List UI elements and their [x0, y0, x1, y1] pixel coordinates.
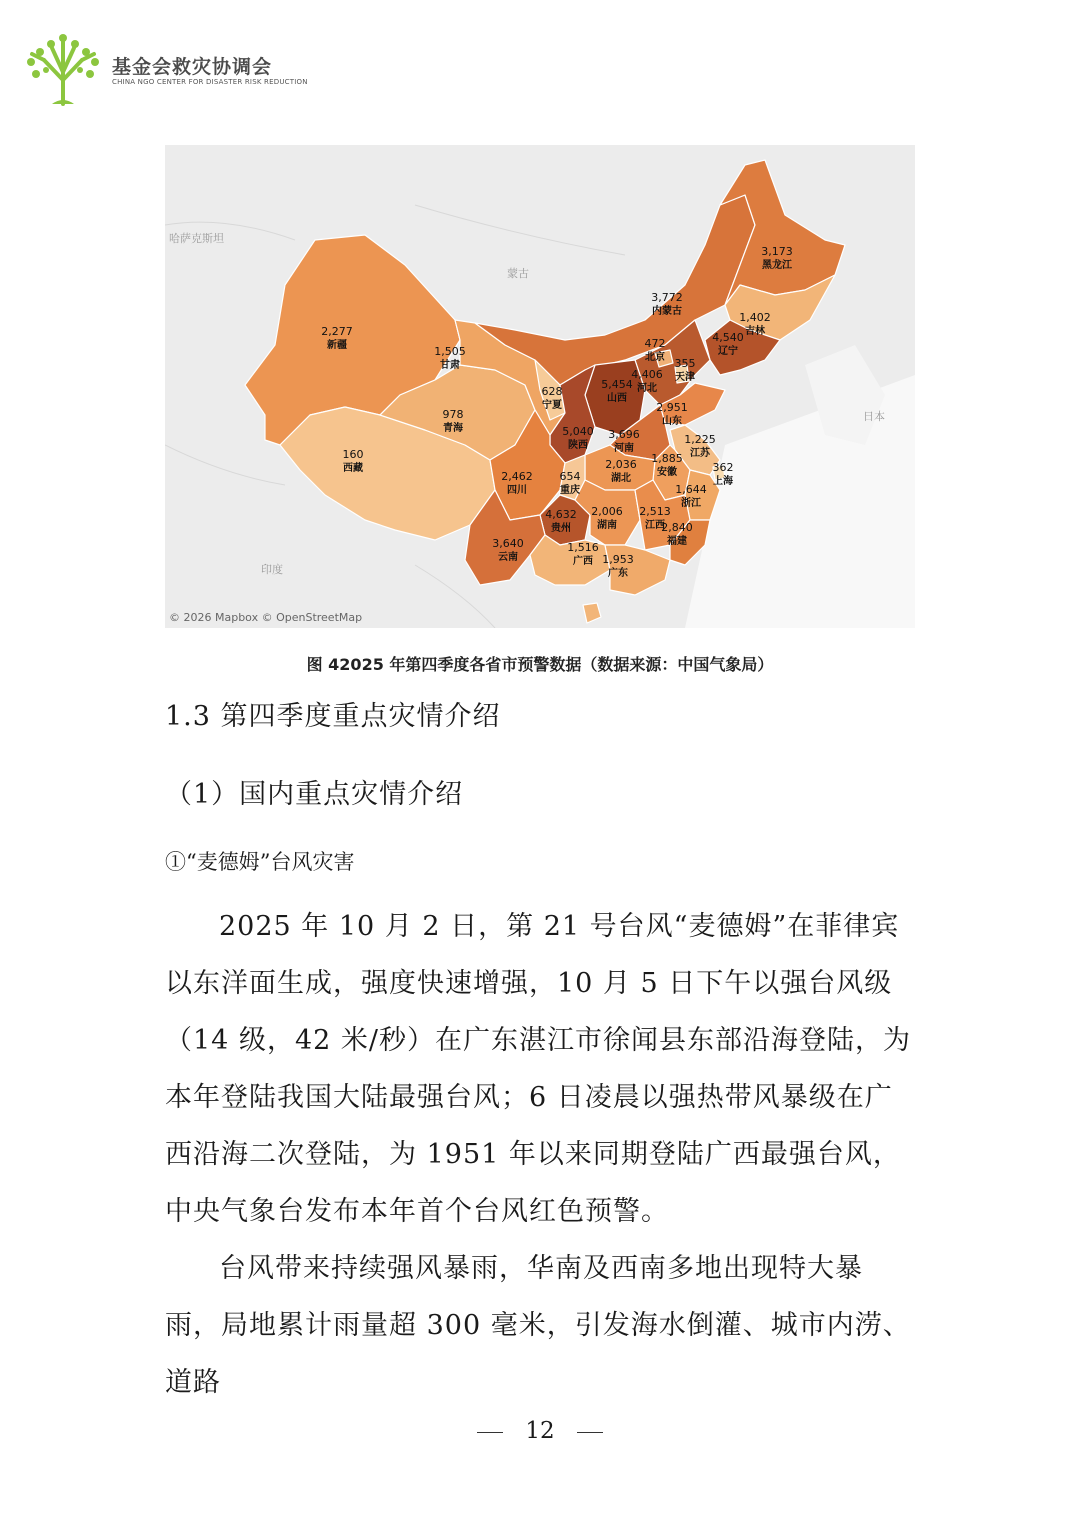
map-value-label: 654	[559, 470, 581, 483]
map-province-label: 青海	[443, 423, 463, 434]
map-value-label: 1,505	[434, 345, 466, 358]
china-province-map	[165, 145, 915, 628]
section-heading: 1.3 第四季度重点灾情介绍	[165, 701, 501, 732]
map-value-label: 4,540	[712, 331, 744, 344]
map-value-label: 1,402	[739, 311, 771, 324]
map-value-label: 1,516	[567, 541, 599, 554]
page-number-value: 12	[525, 1418, 555, 1444]
map-province-label: 北京	[645, 352, 665, 363]
map-province-label: 甘肃	[440, 360, 460, 371]
basemap-label-india: 印度	[261, 563, 283, 576]
map-province-label: 云南	[498, 552, 518, 563]
map-province-label: 贵州	[551, 523, 571, 534]
map-value-label: 1,953	[602, 553, 634, 566]
map-value-label: 2,006	[591, 505, 623, 518]
map-value-label: 2,513	[639, 505, 671, 518]
map-value-label: 4,632	[545, 508, 577, 521]
map-value-label: 3,696	[608, 428, 640, 441]
warning-map	[165, 145, 915, 628]
map-value-label: 3,173	[761, 245, 793, 258]
map-value-label: 355	[674, 357, 696, 370]
map-province-label: 江苏	[690, 448, 710, 459]
topic-heading: ①“麦德姆”台风灾害	[165, 850, 355, 874]
map-province-label: 福建	[667, 536, 687, 547]
map-value-label: 5,454	[601, 378, 633, 391]
map-province-label: 四川	[507, 485, 527, 496]
map-province-label: 宁夏	[542, 400, 562, 411]
map-province-label: 西藏	[343, 463, 363, 474]
subsection-heading: （1）国内重点灾情介绍	[165, 779, 464, 810]
map-value-label: 2,462	[501, 470, 533, 483]
page-dash-left	[477, 1432, 503, 1433]
map-value-label: 2,277	[321, 325, 353, 338]
body-paragraph-2: 台风带来持续强风暴雨，华南及西南多地出现特大暴雨，局地累计雨量超 300 毫米，引发海水倒灌、城市内涝、道路	[165, 1253, 911, 1398]
map-province-label: 湖南	[597, 520, 617, 531]
map-province-label: 河北	[637, 383, 657, 394]
map-value-label: 3,772	[651, 291, 683, 304]
basemap-label-kazakhstan: 哈萨克斯坦	[169, 232, 224, 245]
tree-logo-icon	[24, 30, 102, 108]
map-value-label: 2,036	[605, 458, 637, 471]
map-value-label: 160	[342, 448, 364, 461]
map-province-label: 安徽	[657, 467, 677, 478]
map-province-label: 广东	[608, 568, 628, 579]
map-province-label: 重庆	[560, 485, 580, 496]
map-value-label: 1,644	[675, 483, 707, 496]
map-value-label: 4,406	[631, 368, 663, 381]
map-province-label: 辽宁	[718, 346, 738, 357]
page-dash-right	[577, 1432, 603, 1433]
map-value-label: 628	[541, 385, 563, 398]
map-value-label: 1,225	[684, 433, 716, 446]
map-province-label: 吉林	[745, 326, 765, 337]
map-province-label: 山西	[607, 393, 627, 404]
map-province-label: 新疆	[327, 340, 347, 351]
map-value-label: 5,040	[562, 425, 594, 438]
map-province-label: 上海	[713, 476, 733, 487]
map-province-label: 陕西	[568, 440, 588, 451]
map-value-label: 2,840	[661, 521, 693, 534]
org-name: 基金会救灾协调会	[112, 56, 273, 78]
org-english-name: CHINA NGO CENTER FOR DISASTER RISK REDUCTION	[112, 78, 308, 86]
figure-caption: 图 42025 年第四季度各省市预警数据（数据来源：中国气象局）	[306, 655, 774, 674]
map-province-label: 湖北	[611, 473, 631, 484]
basemap-label-mongolia: 蒙古	[507, 267, 529, 280]
map-province-label: 广西	[573, 556, 593, 567]
map-province-label: 天津	[675, 372, 695, 383]
map-province-label: 河南	[614, 443, 634, 454]
map-province-label: 山东	[662, 416, 682, 427]
map-province-label: 黑龙江	[762, 260, 792, 271]
map-province-label: 浙江	[681, 498, 701, 509]
map-value-label: 362	[712, 461, 734, 474]
page-number	[0, 1418, 1080, 1444]
map-province-label: 江西	[645, 520, 665, 531]
map-province-label: 内蒙古	[652, 306, 682, 317]
body-paragraph-1: 2025 年 10 月 2 日，第 21 号台风“麦德姆”在菲律宾以东洋面生成，强度快速增强，10 月 5 日下午以强台风级（14 级，42 米/秒）在广东湛江市徐闻县东部沿海登陆，为本年登陆我国大陆最强台风；6 日凌晨以强热带风暴级在广西沿海二次登陆，为 1951 年以来同期登陆广西最强台风，中央气象台发布本年首个台风红色预警。	[165, 911, 911, 1227]
map-credit: © 2026 Mapbox © OpenStreetMap	[169, 611, 363, 624]
map-value-label: 2,951	[656, 401, 688, 414]
map-value-label: 978	[442, 408, 464, 421]
basemap-label-japan: 日本	[863, 410, 885, 423]
header	[24, 30, 324, 110]
map-value-label: 472	[644, 337, 666, 350]
map-value-label: 1,885	[651, 452, 683, 465]
map-value-label: 3,640	[492, 537, 524, 550]
